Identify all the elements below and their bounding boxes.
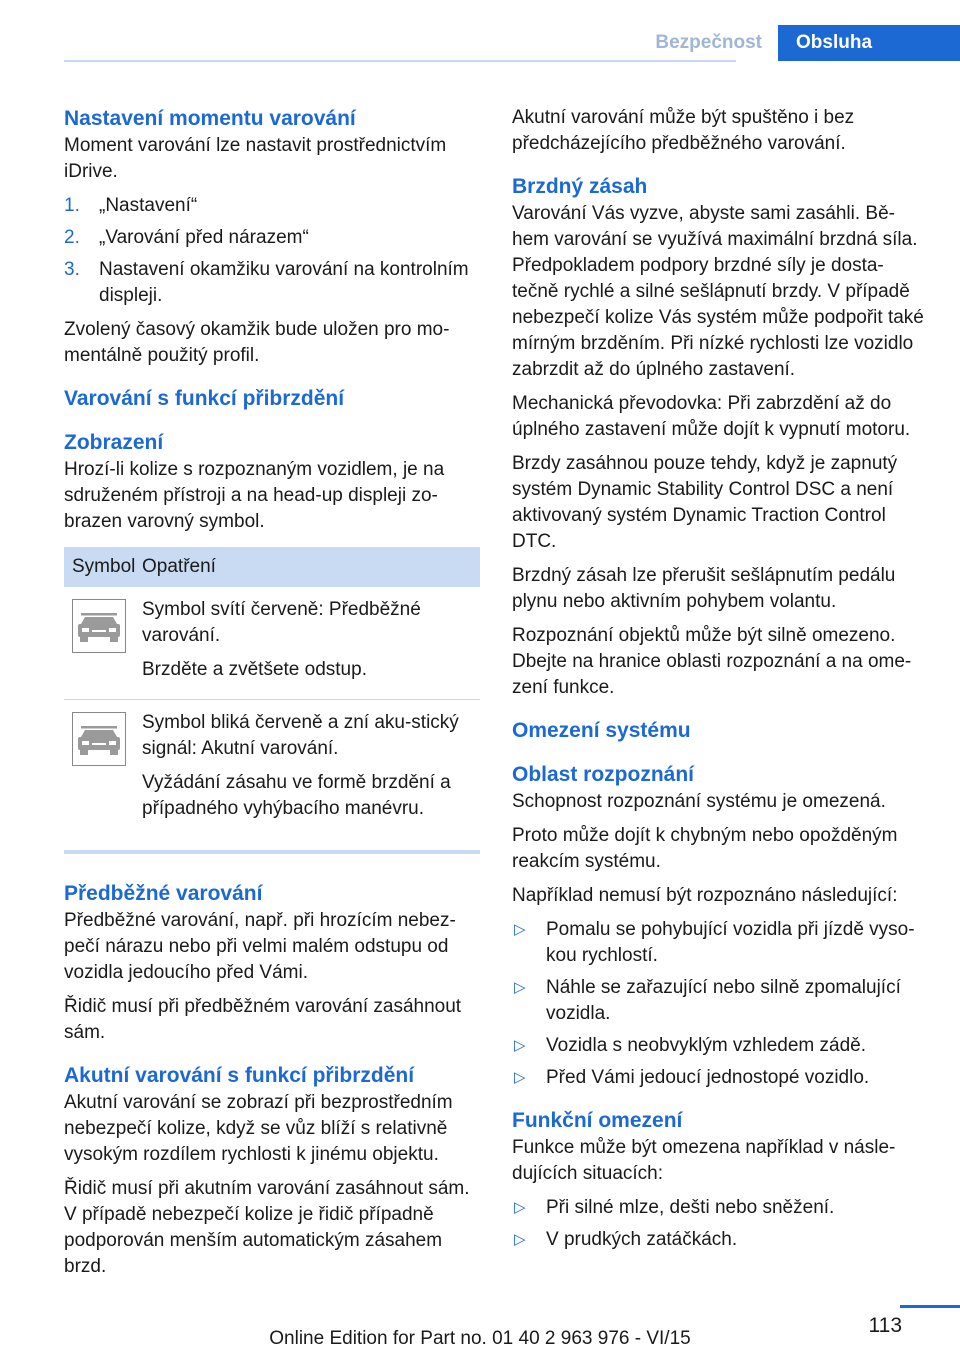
heading-moment: Nastavení momentu varování (64, 107, 356, 130)
list-item (512, 1033, 926, 1059)
paragraph: Brzdy zasáhnou pouze tehdy, když je zapnutý systém Dynamic Stability Control DSC a není aktivovaný systém Dynamic Traction Control DTC. (512, 453, 898, 552)
footer-rule (900, 1305, 960, 1308)
paragraph: Moment varování lze nastavit prostřednictvím iDrive. (64, 135, 447, 182)
heading-detection-range: Oblast rozpoznání (512, 763, 695, 786)
list-item-text: Před Vámi jedoucí jednostopé vozidlo. (546, 1067, 870, 1088)
paragraph: Akutní varování může být spuštěno i bez předcházejícího předběžného varování. (512, 107, 855, 154)
heading-brake-warning: Varování s funkcí přibrzdění (64, 387, 345, 410)
list-item (64, 225, 480, 251)
column-header-action: Opatření (142, 547, 480, 587)
page-number: 113 (868, 1314, 902, 1337)
edition-footer: Online Edition for Part no. 01 40 2 963 976 - VI/15 (269, 1328, 691, 1349)
triangle-bullet-icon: ▷ (514, 979, 526, 996)
paragraph: Zvolený časový okamžik bude uložen pro mo‐mentálně použitý profil. (64, 319, 450, 366)
paragraph: Brzdný zásah lze přerušit sešlápnutím pedálu plynu nebo aktivním pohybem volantu. (512, 565, 896, 612)
paragraph: Hrozí-li kolize s rozpoznaným vozidlem, je na sdruženém přístroji a na head-up displeji zo‐brazen varovný symbol. (64, 459, 445, 532)
symbol-table (64, 547, 480, 838)
list-item-text: Pomalu se pohybující vozidla při jízdě vyso‐kou rychlostí. (546, 919, 915, 966)
symbol-cell (64, 587, 142, 700)
list-item (512, 1065, 926, 1091)
car-warning-icon (72, 599, 126, 653)
list-item (512, 1195, 926, 1221)
paragraph: Funkce může být omezena například v násle‐dujících situacích: (512, 1137, 896, 1184)
paragraph: Například nemusí být rozpoznáno následující: (512, 885, 898, 906)
paragraph: Řidič musí při akutním varování zasáhnout sám. V případě nebezpečí kolize je řidič případně podporován menším automatickým zásahem brzd. (64, 1178, 470, 1277)
paragraph: Řidič musí při předběžném varování zasáhnout sám. (64, 996, 462, 1043)
heading-display: Zobrazení (64, 431, 164, 454)
paragraph: Varování Vás vyzve, abyste sami zasáhli. Bě‐hem varování se využívá maximální brzdná síla. Předpokladem podpory brzdné síly je dosta‐tečně rychlé a silné sešlápnutí brzdy. V případě nebezpečí kolize Vás systém může podpořit také mírným brzděním. Při nízké rychlosti lze vozidlo zabrzdit až do úplného zastavení. (512, 203, 924, 380)
list-item-text: V prudkých zatáčkách. (546, 1229, 738, 1250)
paragraph: Předběžné varování, např. při hrozícím nebez‐pečí nárazu nebo při velmi malém odstupu od vozidla jedoucího před Vámi. (64, 910, 456, 983)
step-text: Nastavení okamžiku varování na kontrolním displeji. (99, 259, 469, 306)
column-header-symbol: Symbol (64, 547, 142, 587)
step-number: 3. (64, 259, 80, 280)
paragraph: Akutní varování se zobrazí při bezprostředním nebezpečí kolize, když se vůz blíží s relativně vysokým rozdílem rychlosti k jinému objektu. (64, 1092, 453, 1165)
header-tabs (639, 25, 960, 61)
detection-list (512, 917, 926, 1091)
paragraph: Proto může dojít k chybným nebo opožděným reakcím systému. (512, 825, 898, 872)
heading-system-limits: Omezení systému (512, 719, 691, 742)
list-item (64, 193, 480, 219)
triangle-bullet-icon: ▷ (514, 1231, 526, 1248)
action-text: Symbol bliká červeně a zní aku‐stický signál: Akutní varování. (142, 712, 459, 759)
functional-list (512, 1195, 926, 1253)
action-text: Vyžádání zásahu ve formě brzdění a případného vyhýbacího manévru. (142, 772, 451, 819)
list-item-text: Při silné mlze, dešti nebo sněžení. (546, 1197, 835, 1218)
heading-prewarning: Předběžné varování (64, 882, 263, 905)
list-item (512, 975, 926, 1027)
triangle-bullet-icon: ▷ (514, 1199, 526, 1216)
triangle-bullet-icon: ▷ (514, 921, 526, 938)
triangle-bullet-icon: ▷ (514, 1037, 526, 1054)
paragraph: Schopnost rozpoznání systému je omezená. (512, 791, 886, 812)
paragraph: Rozpoznání objektů může být silně omezeno. Dbejte na hranice oblasti rozpoznání a na ome‐zení funkce. (512, 625, 912, 698)
step-number: 1. (64, 195, 80, 216)
step-text: „Nastavení“ (99, 195, 198, 216)
list-item (512, 917, 926, 969)
action-text: Brzděte a zvětšete odstup. (142, 659, 367, 680)
paragraph: Mechanická převodovka: Při zabrzdění až do úplného zastavení může dojít k vypnutí motoru. (512, 393, 911, 440)
triangle-bullet-icon: ▷ (514, 1069, 526, 1086)
left-column (64, 105, 480, 1288)
heading-brake-intervention: Brzdný zásah (512, 175, 648, 198)
action-cell (142, 587, 480, 700)
right-column (512, 105, 926, 1261)
header-rule (64, 60, 736, 62)
steps-list (64, 193, 480, 309)
list-item (64, 257, 480, 309)
car-warning-icon (72, 712, 126, 766)
action-text: Symbol svítí červeně: Předběžné varování. (142, 599, 421, 646)
table-row (64, 587, 480, 700)
symbol-cell (64, 700, 142, 839)
list-item-text: Vozidla s neobvyklým vzhledem zádě. (546, 1035, 866, 1056)
heading-acute-warning: Akutní varování s funkcí přibrzdění (64, 1064, 415, 1087)
table-end-rule (64, 850, 480, 854)
step-text: „Varování před nárazem“ (99, 227, 309, 248)
table-header-row (64, 547, 480, 587)
action-cell (142, 700, 480, 839)
list-item-text: Náhle se zařazující nebo silně zpomalující vozidla. (546, 977, 901, 1024)
tab-bezpecnost[interactable]: Bezpečnost (639, 25, 778, 61)
step-number: 2. (64, 227, 80, 248)
tab-obsluha[interactable]: Obsluha (778, 25, 960, 61)
heading-functional-limits: Funkční omezení (512, 1109, 683, 1132)
table-row (64, 700, 480, 839)
list-item (512, 1227, 926, 1253)
